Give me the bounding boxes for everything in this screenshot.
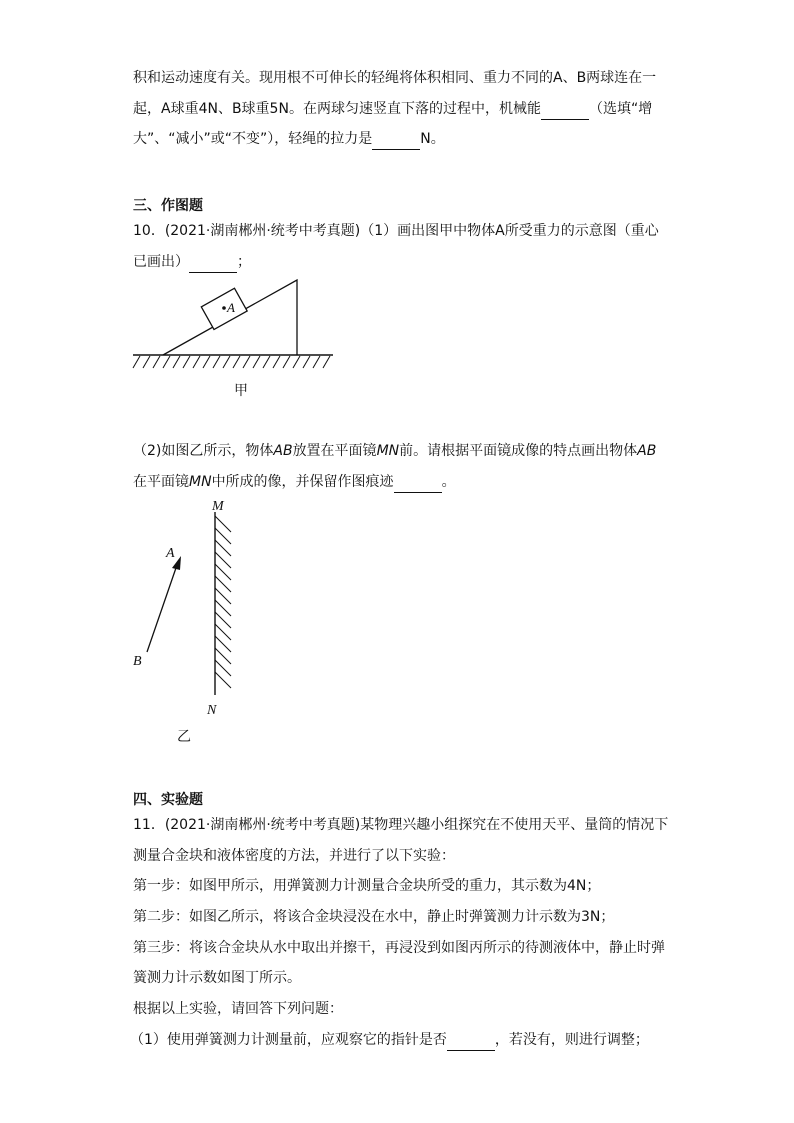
center-of-gravity-dot xyxy=(222,306,226,310)
q10-part2-mn: MN xyxy=(376,443,400,459)
section-3-title: 三、作图题 xyxy=(133,198,203,214)
figure-jia-caption: 甲 xyxy=(234,383,248,399)
q10-part2-mn-2: MN xyxy=(189,474,212,490)
figure-jia-incline xyxy=(130,275,340,375)
q10-line-2-tail: ； xyxy=(237,254,251,270)
q11-sub-1-tail: ，若没有，则进行调整； xyxy=(494,1032,649,1048)
q9-answer-blank-tension[interactable] xyxy=(372,129,420,150)
q9-line-2 xyxy=(133,99,652,120)
object-ab xyxy=(147,565,177,652)
q11-sub-1 xyxy=(130,1030,649,1051)
q10-part2-text-2: 放置在平面镜 xyxy=(292,443,377,459)
q9-line-3 xyxy=(133,129,445,150)
q10-line-2-text: 已画出） xyxy=(133,254,189,270)
point-label-b: B xyxy=(133,654,142,669)
q11-step-1: 第一步：如图甲所示，用弹簧测力计测量合金块所受的重力，其示数为4N； xyxy=(133,878,601,894)
q10-part2-text-4: 在平面镜 xyxy=(133,474,189,490)
q10-part2-ab-2: AB xyxy=(637,443,657,459)
point-label-a: A xyxy=(166,546,175,561)
figure-yi-caption: 乙 xyxy=(177,729,191,745)
mirror-label-n: N xyxy=(207,703,217,718)
q10-part2-line-1 xyxy=(133,441,656,461)
q11-sub-1-text: （1）使用弹簧测力计测量前，应观察它的指针是否 xyxy=(130,1032,447,1048)
q9-line-3-tail: N。 xyxy=(420,131,445,147)
q11-step-3-a: 第三步：将该合金块从水中取出并擦干，再浸没到如图丙所示的待测液体中，静止时弹 xyxy=(133,940,665,956)
q9-line-1: 积和运动速度有关。现用根不可伸长的轻绳将体积相同、重力不同的A、B两球连在一 xyxy=(133,70,657,86)
q10-part2-ab: AB xyxy=(273,443,293,459)
q10-part2-text-3: 前。请根据平面镜成像的特点画出物体 xyxy=(399,443,638,459)
mirror-hatching xyxy=(215,516,231,688)
q9-line-3-text: 大”、“减小”或“不变”），轻绳的拉力是 xyxy=(133,131,373,147)
q10-part2-text-1: （2)如图乙所示，物体 xyxy=(133,443,274,459)
section-4-title: 四、实验题 xyxy=(133,792,203,808)
q10-line-2 xyxy=(133,252,251,273)
q10-line-1: 10．(2021·湖南郴州·统考中考真题)（1）画出图甲中物体A所受重力的示意图（重心 xyxy=(133,223,659,239)
q11-step-3-b: 簧测力计示数如图丁所示。 xyxy=(133,970,301,986)
q11-line-2: 测量合金块和液体密度的方法，并进行了以下实验： xyxy=(133,848,455,864)
q10-answer-blank-gravity[interactable] xyxy=(189,252,237,273)
q11-step-2: 第二步：如图乙所示，将该合金块浸没在水中，静止时弹簧测力计示数为3N； xyxy=(133,909,615,925)
q10-part2-text-6: 。 xyxy=(441,474,456,490)
ground-hatching xyxy=(133,356,330,368)
q11-answer-blank-zero[interactable] xyxy=(447,1030,495,1051)
q9-line-2-text: 起，A球重4N、B球重5N。在两球匀速竖直下落的过程中，机械能 xyxy=(133,101,541,117)
mirror-label-m: M xyxy=(212,499,224,514)
q9-answer-blank-mechanical-energy[interactable] xyxy=(541,99,589,120)
q11-prompt: 根据以上实验，请回答下列问题： xyxy=(133,1001,343,1017)
q9-line-2-tail: （选填“增 xyxy=(588,101,653,117)
q11-line-1: 11．(2021·湖南郴州·统考中考真题)某物理兴趣小组探究在不使用天平、量筒的情况下 xyxy=(133,817,669,833)
block-label-a: A xyxy=(227,300,235,315)
figure-yi-mirror xyxy=(125,490,255,725)
q10-part2-text-5: 中所成的像，并保留作图痕迹 xyxy=(211,474,394,490)
q10-answer-blank-mirror-image[interactable] xyxy=(394,472,442,493)
